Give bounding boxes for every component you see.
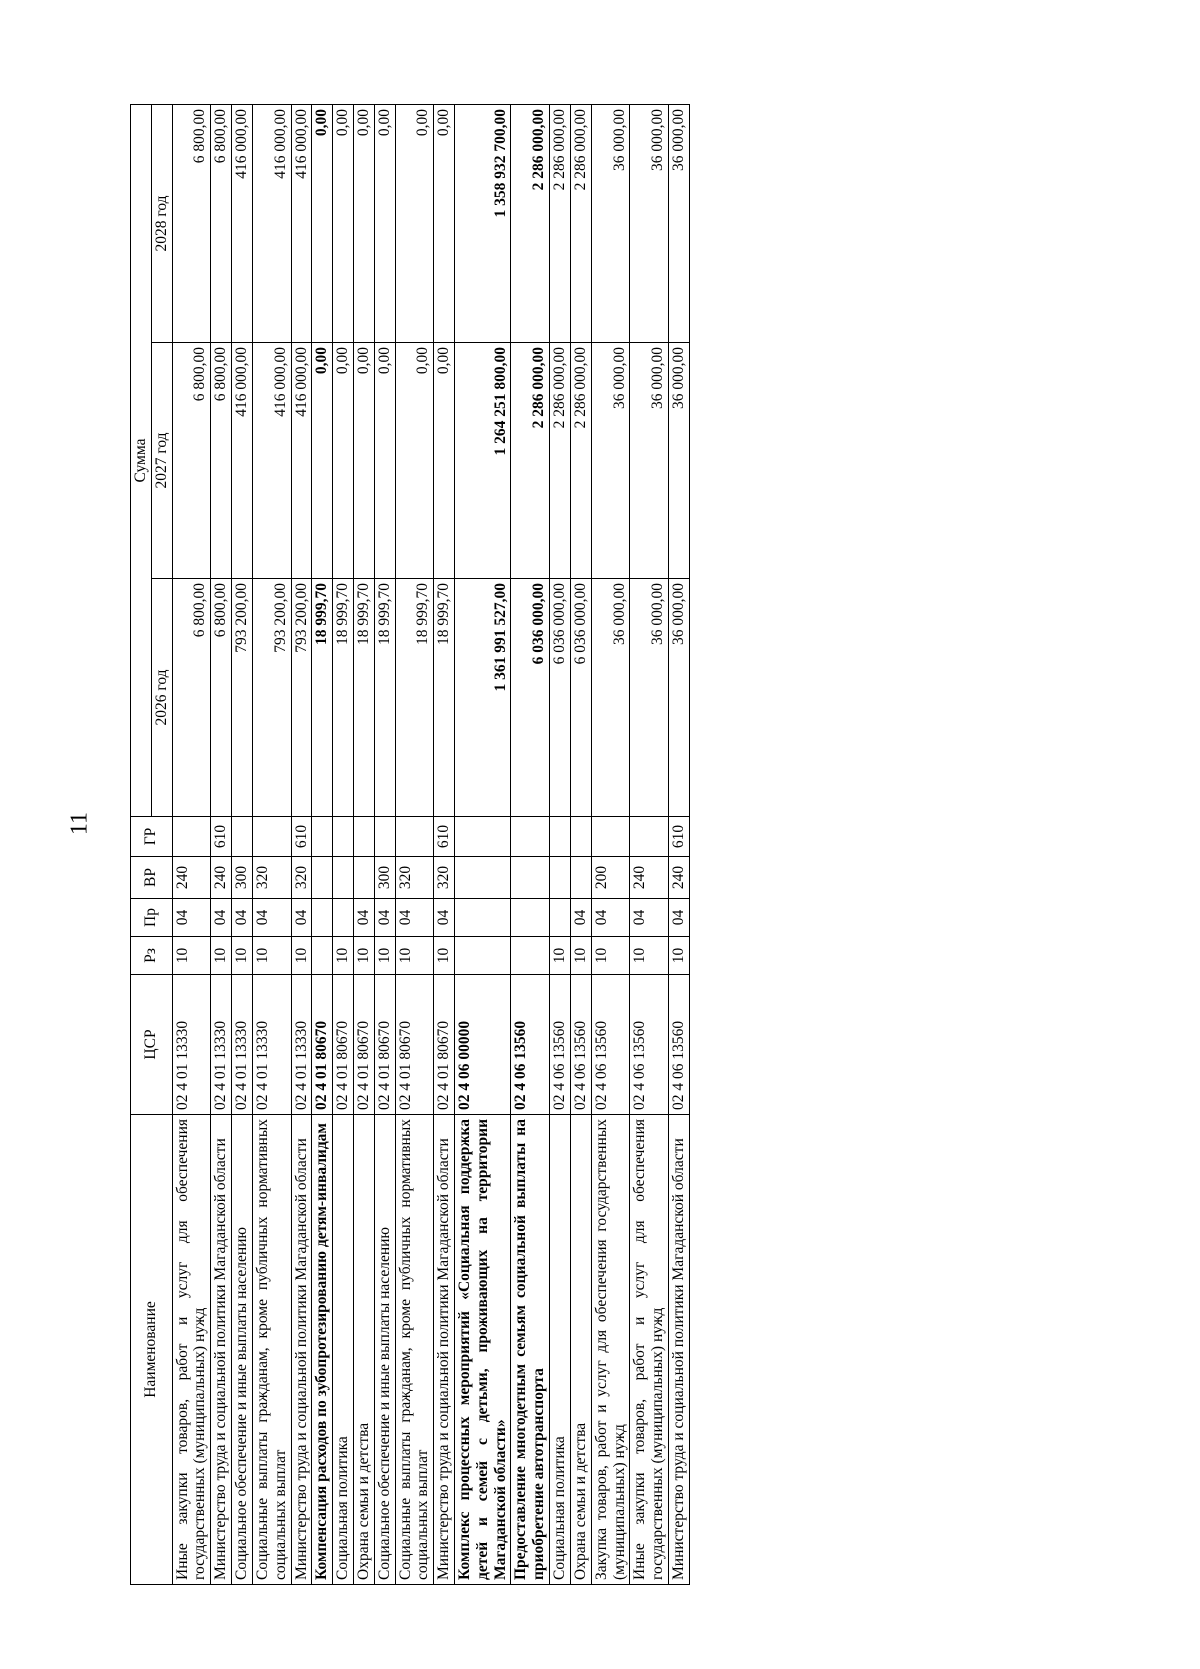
cell-csr: 02 4 06 13560 <box>630 975 669 1115</box>
header-gr: ГР <box>131 817 173 857</box>
cell-2027: 0,00 <box>374 343 395 579</box>
cell-name: Закупка товаров, работ и услуг для обеспечения государственных (муниципальных) нужд <box>591 1115 630 1585</box>
cell-2026: 6 036 000,00 <box>511 579 550 817</box>
cell-rz: 10 <box>291 937 312 975</box>
cell-2028: 0,00 <box>353 104 374 342</box>
header-pr: Пр <box>131 899 173 937</box>
cell-2026: 18 999,70 <box>434 579 455 817</box>
page-number: 11 <box>66 811 93 836</box>
cell-2027: 36 000,00 <box>630 343 669 579</box>
cell-rz: 10 <box>232 937 253 975</box>
header-csr: ЦСР <box>131 975 173 1115</box>
header-vr: ВР <box>131 857 173 899</box>
cell-gr: 610 <box>434 817 455 857</box>
cell-pr <box>312 899 333 937</box>
cell-vr <box>312 857 333 899</box>
cell-2026: 36 000,00 <box>630 579 669 817</box>
cell-csr: 02 4 06 13560 <box>591 975 630 1115</box>
cell-rz: 10 <box>668 937 689 975</box>
cell-rz: 10 <box>353 937 374 975</box>
cell-vr <box>550 857 571 899</box>
cell-gr <box>591 817 630 857</box>
cell-rz: 10 <box>211 937 232 975</box>
cell-vr <box>511 857 550 899</box>
table-row <box>291 104 312 1584</box>
cell-name: Социальная политика <box>550 1115 571 1585</box>
cell-pr: 04 <box>570 899 591 937</box>
cell-vr: 240 <box>172 857 211 899</box>
cell-gr <box>374 817 395 857</box>
cell-vr: 300 <box>232 857 253 899</box>
cell-name: Социальные выплаты гражданам, кроме публичных нормативных социальных выплат <box>395 1115 434 1585</box>
cell-2026: 793 200,00 <box>252 579 291 817</box>
table-row <box>668 104 689 1584</box>
cell-csr: 02 4 01 80670 <box>374 975 395 1115</box>
cell-csr: 02 4 01 13330 <box>291 975 312 1115</box>
cell-vr: 300 <box>374 857 395 899</box>
cell-2027: 0,00 <box>333 343 354 579</box>
cell-2028: 6 800,00 <box>172 104 211 342</box>
cell-2026: 18 999,70 <box>353 579 374 817</box>
cell-2026: 6 800,00 <box>172 579 211 817</box>
cell-csr: 02 4 01 80670 <box>353 975 374 1115</box>
cell-2027: 1 264 251 800,00 <box>455 343 511 579</box>
cell-2028: 36 000,00 <box>668 104 689 342</box>
table-row <box>395 104 434 1584</box>
table-row <box>434 104 455 1584</box>
cell-csr: 02 4 06 13560 <box>570 975 591 1115</box>
cell-2026: 6 036 000,00 <box>570 579 591 817</box>
cell-rz: 10 <box>252 937 291 975</box>
cell-pr <box>455 899 511 937</box>
cell-pr: 04 <box>395 899 434 937</box>
table-row <box>333 104 354 1584</box>
table-row <box>591 104 630 1584</box>
cell-pr: 04 <box>211 899 232 937</box>
cell-2027: 6 800,00 <box>172 343 211 579</box>
cell-pr: 04 <box>291 899 312 937</box>
cell-2028: 2 286 000,00 <box>570 104 591 342</box>
cell-gr <box>312 817 333 857</box>
cell-rz: 10 <box>550 937 571 975</box>
header-name: Наименование <box>131 1115 173 1585</box>
cell-pr <box>550 899 571 937</box>
cell-2028: 36 000,00 <box>591 104 630 342</box>
cell-gr <box>395 817 434 857</box>
cell-2028: 0,00 <box>395 104 434 342</box>
cell-rz: 10 <box>591 937 630 975</box>
cell-gr <box>172 817 211 857</box>
table-header <box>131 104 173 1584</box>
cell-csr: 02 4 06 13560 <box>511 975 550 1115</box>
cell-gr <box>511 817 550 857</box>
cell-rz <box>312 937 333 975</box>
cell-2027: 416 000,00 <box>291 343 312 579</box>
cell-csr: 02 4 01 80670 <box>395 975 434 1115</box>
cell-gr: 610 <box>291 817 312 857</box>
header-rz: Рз <box>131 937 173 975</box>
table-row <box>570 104 591 1584</box>
cell-gr <box>252 817 291 857</box>
cell-2026: 793 200,00 <box>291 579 312 817</box>
cell-pr: 04 <box>172 899 211 937</box>
cell-gr <box>455 817 511 857</box>
cell-csr: 02 4 06 13560 <box>668 975 689 1115</box>
cell-name: Министерство труда и социальной политики Магаданской области <box>291 1115 312 1585</box>
cell-name: Социальные выплаты гражданам, кроме публичных нормативных социальных выплат <box>252 1115 291 1585</box>
cell-rz: 10 <box>395 937 434 975</box>
cell-2027: 36 000,00 <box>591 343 630 579</box>
cell-vr <box>333 857 354 899</box>
cell-name: Охрана семьи и детства <box>353 1115 374 1585</box>
cell-2026: 1 361 991 527,00 <box>455 579 511 817</box>
cell-2026: 36 000,00 <box>591 579 630 817</box>
cell-vr: 320 <box>252 857 291 899</box>
rotated-table-inner <box>130 105 1090 1585</box>
table-row <box>353 104 374 1584</box>
cell-vr <box>570 857 591 899</box>
cell-2026: 18 999,70 <box>374 579 395 817</box>
cell-csr: 02 4 01 80670 <box>434 975 455 1115</box>
cell-gr <box>353 817 374 857</box>
cell-2026: 18 999,70 <box>395 579 434 817</box>
cell-rz: 10 <box>434 937 455 975</box>
cell-name: Предоставление многодетным семьям социальной выплаты на приобретение автотранспорта <box>511 1115 550 1585</box>
table-row <box>511 104 550 1584</box>
header-year-2027: 2027 год <box>151 343 172 579</box>
cell-2028: 416 000,00 <box>252 104 291 342</box>
cell-2028: 0,00 <box>374 104 395 342</box>
cell-rz: 10 <box>172 937 211 975</box>
cell-rz: 10 <box>570 937 591 975</box>
cell-name: Социальное обеспечение и иные выплаты населению <box>374 1115 395 1585</box>
cell-2027: 2 286 000,00 <box>570 343 591 579</box>
table-row <box>252 104 291 1584</box>
table-row <box>630 104 669 1584</box>
cell-gr <box>333 817 354 857</box>
cell-name: Комплекс процессных мероприятий «Социальная поддержка детей и семей с детьми, проживающих на территории Магаданской области» <box>455 1115 511 1585</box>
table-body <box>172 104 689 1584</box>
cell-2027: 0,00 <box>312 343 333 579</box>
table-row <box>211 104 232 1584</box>
header-year-2026: 2026 год <box>151 579 172 817</box>
cell-gr <box>630 817 669 857</box>
cell-2027: 416 000,00 <box>252 343 291 579</box>
header-row-1 <box>131 104 152 1584</box>
cell-name: Министерство труда и социальной политики Магаданской области <box>668 1115 689 1585</box>
rotated-table-wrapper <box>130 105 1090 1585</box>
cell-vr: 320 <box>434 857 455 899</box>
cell-gr <box>232 817 253 857</box>
cell-pr: 04 <box>232 899 253 937</box>
cell-name: Министерство труда и социальной политики Магаданской области <box>434 1115 455 1585</box>
cell-csr: 02 4 01 80670 <box>333 975 354 1115</box>
cell-pr: 04 <box>591 899 630 937</box>
cell-2028: 0,00 <box>312 104 333 342</box>
cell-pr: 04 <box>252 899 291 937</box>
cell-name: Компенсация расходов по зубопротезированию детям-инвалидам <box>312 1115 333 1585</box>
cell-pr: 04 <box>630 899 669 937</box>
cell-name: Иные закупки товаров, работ и услуг для обеспечения государственных (муниципальных) нужд <box>172 1115 211 1585</box>
cell-vr: 240 <box>211 857 232 899</box>
cell-rz: 10 <box>374 937 395 975</box>
cell-vr: 320 <box>395 857 434 899</box>
cell-vr: 240 <box>668 857 689 899</box>
cell-2027: 0,00 <box>395 343 434 579</box>
budget-table <box>130 104 690 1585</box>
cell-csr: 02 4 01 13330 <box>172 975 211 1115</box>
cell-2026: 6 036 000,00 <box>550 579 571 817</box>
cell-csr: 02 4 01 13330 <box>211 975 232 1115</box>
cell-csr: 02 4 06 00000 <box>455 975 511 1115</box>
cell-2028: 1 358 932 700,00 <box>455 104 511 342</box>
cell-csr: 02 4 01 13330 <box>232 975 253 1115</box>
cell-2026: 793 200,00 <box>232 579 253 817</box>
cell-2027: 36 000,00 <box>668 343 689 579</box>
cell-pr <box>333 899 354 937</box>
cell-2026: 18 999,70 <box>333 579 354 817</box>
cell-rz <box>511 937 550 975</box>
table-row <box>312 104 333 1584</box>
cell-2028: 36 000,00 <box>630 104 669 342</box>
cell-vr <box>353 857 374 899</box>
cell-2028: 6 800,00 <box>211 104 232 342</box>
cell-2027: 2 286 000,00 <box>550 343 571 579</box>
cell-name: Социальная политика <box>333 1115 354 1585</box>
cell-csr: 02 4 01 13330 <box>252 975 291 1115</box>
cell-2027: 416 000,00 <box>232 343 253 579</box>
cell-vr: 200 <box>591 857 630 899</box>
cell-2027: 0,00 <box>434 343 455 579</box>
cell-name: Иные закупки товаров, работ и услуг для обеспечения государственных (муниципальных) нужд <box>630 1115 669 1585</box>
cell-pr: 04 <box>374 899 395 937</box>
cell-rz: 10 <box>630 937 669 975</box>
cell-2028: 2 286 000,00 <box>511 104 550 342</box>
cell-pr: 04 <box>668 899 689 937</box>
cell-2028: 0,00 <box>434 104 455 342</box>
header-year-2028: 2028 год <box>151 104 172 342</box>
cell-2028: 0,00 <box>333 104 354 342</box>
cell-vr: 240 <box>630 857 669 899</box>
cell-gr <box>550 817 571 857</box>
cell-2026: 6 800,00 <box>211 579 232 817</box>
cell-2027: 2 286 000,00 <box>511 343 550 579</box>
cell-2028: 416 000,00 <box>232 104 253 342</box>
cell-csr: 02 4 06 13560 <box>550 975 571 1115</box>
cell-2026: 36 000,00 <box>668 579 689 817</box>
cell-rz <box>455 937 511 975</box>
cell-2027: 6 800,00 <box>211 343 232 579</box>
table-row <box>455 104 511 1584</box>
table-row <box>550 104 571 1584</box>
table-row <box>374 104 395 1584</box>
cell-2028: 416 000,00 <box>291 104 312 342</box>
cell-name: Социальное обеспечение и иные выплаты населению <box>232 1115 253 1585</box>
cell-pr <box>511 899 550 937</box>
cell-pr: 04 <box>434 899 455 937</box>
cell-rz: 10 <box>333 937 354 975</box>
cell-vr <box>455 857 511 899</box>
cell-gr: 610 <box>211 817 232 857</box>
cell-2026: 18 999,70 <box>312 579 333 817</box>
cell-name: Министерство труда и социальной политики Магаданской области <box>211 1115 232 1585</box>
cell-name: Охрана семьи и детства <box>570 1115 591 1585</box>
cell-gr: 610 <box>668 817 689 857</box>
cell-pr: 04 <box>353 899 374 937</box>
header-sum: Сумма <box>131 104 152 816</box>
cell-vr: 320 <box>291 857 312 899</box>
cell-2028: 2 286 000,00 <box>550 104 571 342</box>
cell-csr: 02 4 01 80670 <box>312 975 333 1115</box>
table-row <box>232 104 253 1584</box>
cell-2027: 0,00 <box>353 343 374 579</box>
table-row <box>172 104 211 1584</box>
cell-gr <box>570 817 591 857</box>
